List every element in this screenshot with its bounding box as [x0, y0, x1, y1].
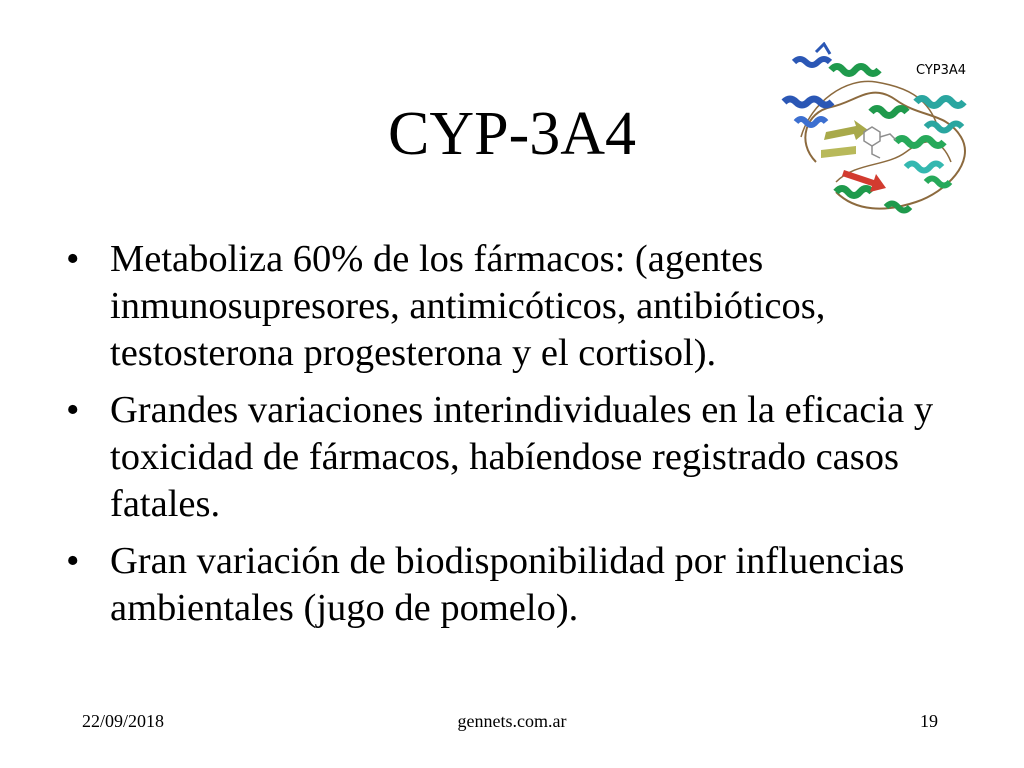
bullet-text: Metaboliza 60% de los fármacos: (agentes inmunosupresores, antimicóticos, antibióticos, testosterona progesterona y el cortisol).: [110, 238, 826, 374]
footer-source: gennets.com.ar: [457, 711, 567, 731]
bullet-item: [66, 236, 966, 377]
protein-structure-figure: [776, 42, 986, 220]
bullet-list: [66, 236, 966, 642]
bullet-marker: •: [66, 238, 80, 280]
bullet-marker: •: [66, 540, 80, 582]
bullet-item: [66, 387, 966, 528]
bullet-text: Grandes variaciones interindividuales en la eficacia y toxicidad de fármacos, habíendose registrado casos fatales.: [110, 389, 934, 525]
bullet-item: [66, 538, 966, 632]
bullet-text: Gran variación de biodisponibilidad por influencias ambientales (jugo de pomelo).: [110, 540, 905, 629]
footer-page-number: 19: [920, 711, 938, 731]
bullet-marker: •: [66, 389, 80, 431]
slide-title: CYP-3A4: [387, 100, 637, 168]
protein-structure-icon: [776, 42, 986, 220]
footer-date: 22/09/2018: [82, 711, 165, 731]
figure-label: CYP3A4: [916, 63, 967, 78]
